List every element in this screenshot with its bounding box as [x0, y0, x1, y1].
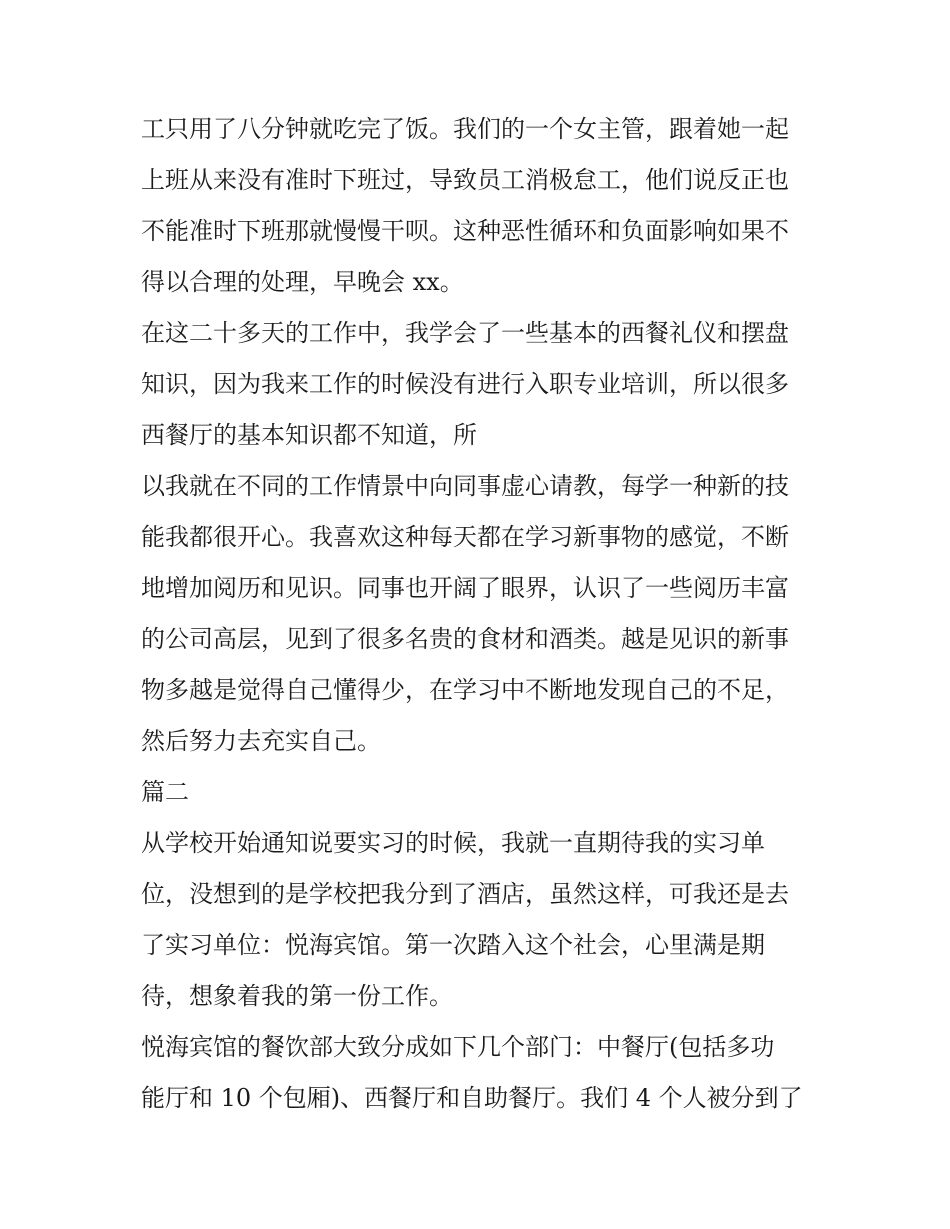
text-line: 从学校开始通知说要实习的时候，我就一直期待我的实习单 — [141, 829, 765, 857]
text-line: 地增加阅历和见识。同事也开阔了眼界，认识了一些阅历丰富 — [141, 574, 789, 602]
text-line: 在这二十多天的工作中，我学会了一些基本的西餐礼仪和摆盘 — [141, 319, 789, 347]
text-line: 位，没想到的是学校把我分到了酒店，虽然这样，可我还是去 — [141, 880, 789, 908]
text-line: 物多越是觉得自己懂得少，在学习中不断地发现自己的不足， — [141, 676, 789, 704]
text-line: 西餐厅的基本知识都不知道，所 — [141, 421, 477, 449]
text-line: 工只用了八分钟就吃完了饭。我们的一个女主管，跟着她一起 — [141, 115, 789, 143]
text-line: 得以合理的处理，早晚会 xx。 — [141, 268, 464, 296]
text-line: 悦海宾馆的餐饮部大致分成如下几个部门：中餐厅(包括多功 — [141, 1033, 775, 1061]
section-heading: 篇二 — [141, 778, 189, 806]
text-line: 不能准时下班那就慢慢干呗。这种恶性循环和负面影响如果不 — [141, 217, 789, 245]
text-line: 然后努力去充实自己。 — [141, 727, 381, 755]
text-line: 能我都很开心。我喜欢这种每天都在学习新事物的感觉，不断 — [141, 523, 789, 551]
text-line: 上班从来没有准时下班过，导致员工消极怠工，他们说反正也 — [141, 166, 789, 194]
text-line: 了实习单位：悦海宾馆。第一次踏入这个社会，心里满是期 — [141, 931, 765, 959]
text-line: 知识，因为我来工作的时候没有进行入职专业培训，所以很多 — [141, 370, 789, 398]
text-line: 能厅和 10 个包厢)、西餐厅和自助餐厅。我们 4 个人被分到了 — [141, 1084, 803, 1112]
text-line: 的公司高层，见到了很多名贵的食材和酒类。越是见识的新事 — [141, 625, 789, 653]
text-line: 以我就在不同的工作情景中向同事虚心请教，每学一种新的技 — [141, 472, 789, 500]
body-text — [141, 104, 821, 1124]
text-line: 待，想象着我的第一份工作。 — [141, 982, 453, 1010]
